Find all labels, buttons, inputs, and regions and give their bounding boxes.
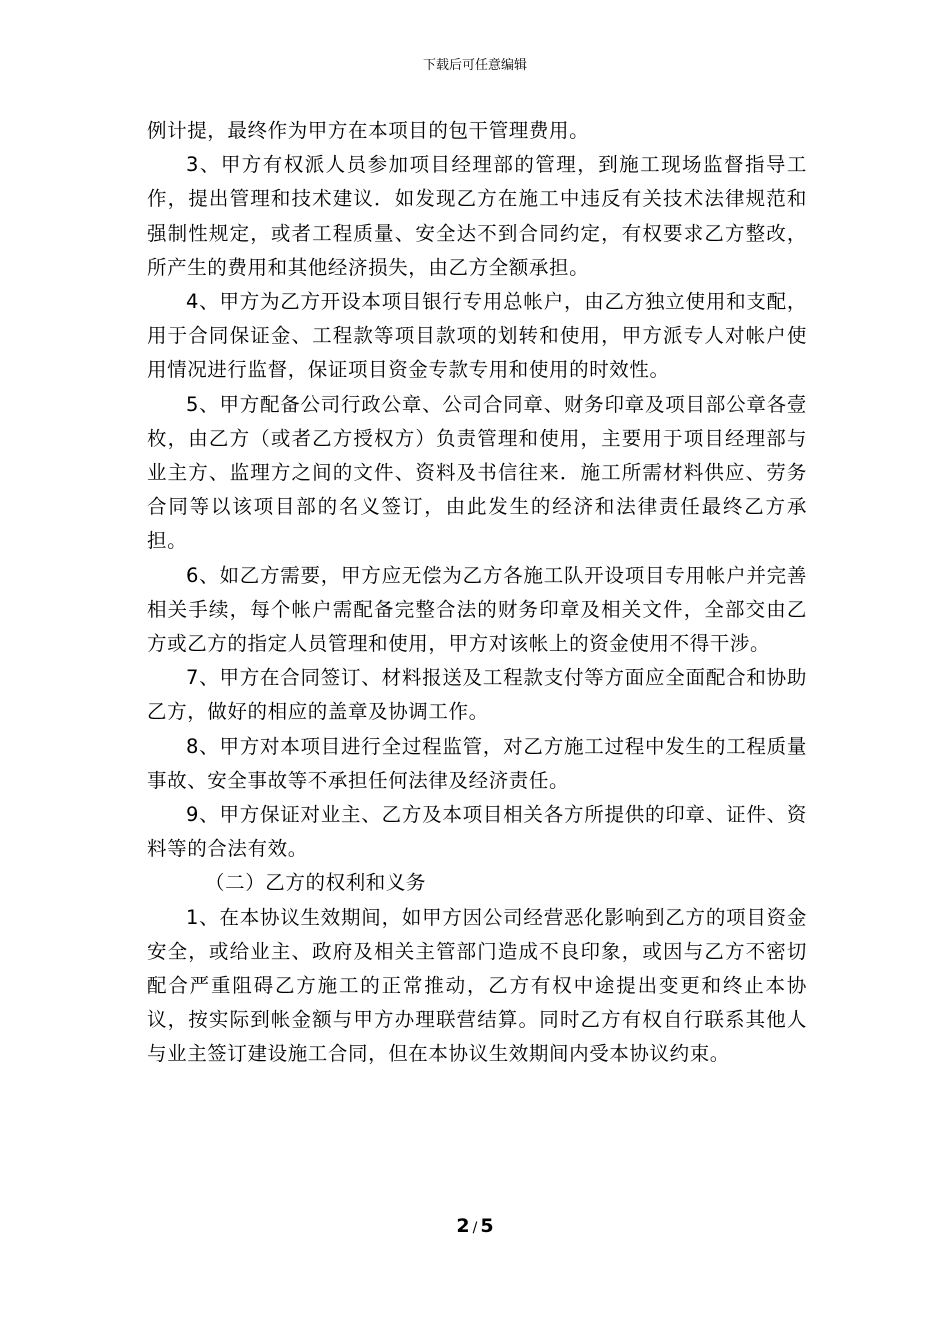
paragraph-continuation: 例计提，最终作为甲方在本项目的包干管理费用。 bbox=[147, 119, 590, 142]
paragraph-clause-8: 8、甲方对本项目进行全过程监管，对乙方施工过程中发生的工程质量事故、安全事故等不承担任何法律及经济责任。 bbox=[147, 734, 807, 792]
page-separator: / bbox=[472, 1220, 478, 1236]
current-page: 2 bbox=[456, 1215, 470, 1237]
paragraph-clause-3: 3、甲方有权派人员参加项目经理部的管理，到施工现场监督指导工作，提出管理和技术建议．如发现乙方在施工中违反有关技术法律规范和强制性规定，或者工程质量、安全达不到合同约定，有权要求乙方整改，所产生的费用和其他经济损失，由乙方全额承担。 bbox=[147, 153, 807, 279]
paragraph-clause-7: 7、甲方在合同签订、材料报送及工程款支付等方面应全面配合和协助乙方，做好的相应的盖章及协调工作。 bbox=[147, 666, 807, 724]
header-text: 下载后可任意编辑 bbox=[422, 58, 527, 73]
section-heading: （二）乙方的权利和义务 bbox=[205, 871, 427, 895]
paragraph-clause-5: 5、甲方配备公司行政公章、公司合同章、财务印章及项目部公章各壹枚，由乙方（或者乙方授权方）负责管理和使用，主要用于项目经理部与业主方、监理方之间的文件、资料及书信往来．施工所需材料供应、劳务合同等以该项目部的名义签订，由此发生的经济和法律责任最终乙方承担。 bbox=[147, 392, 807, 553]
total-pages: 5 bbox=[480, 1215, 494, 1237]
paragraph-clause-6: 6、如乙方需要，甲方应无偿为乙方各施工队开设项目专用帐户并完善相关手续，每个帐户需配备完整合法的财务印章及相关文件，全部交由乙方或乙方的指定人员管理和使用，甲方对该帐上的资金使用不得干涉。 bbox=[147, 563, 807, 656]
page-number bbox=[0, 1212, 950, 1242]
document-body bbox=[147, 114, 807, 1072]
page-header bbox=[0, 56, 950, 76]
paragraph-clause-4: 4、甲方为乙方开设本项目银行专用总帐户，由乙方独立使用和支配，用于合同保证金、工程款等项目款项的划转和使用，甲方派专人对帐户使用情况进行监督，保证项目资金专款专用和使用的时效性。 bbox=[147, 290, 807, 382]
paragraph-clause-9: 9、甲方保证对业主、乙方及本项目相关各方所提供的印章、证件、资料等的合法有效。 bbox=[147, 803, 807, 861]
paragraph-party-b-clause-1: 1、在本协议生效期间，如甲方因公司经营恶化影响到乙方的项目资金安全，或给业主、政府及相关主管部门造成不良印象，或因与乙方不密切配合严重阻碍乙方施工的正常推动，乙方有权中途提出变更和终止本协议，按实际到帐金额与甲方办理联营结算。同时乙方有权自行联系其他人与业主签订建设施工合同，但在本协议生效期间内受本协议约束。 bbox=[147, 905, 807, 1066]
